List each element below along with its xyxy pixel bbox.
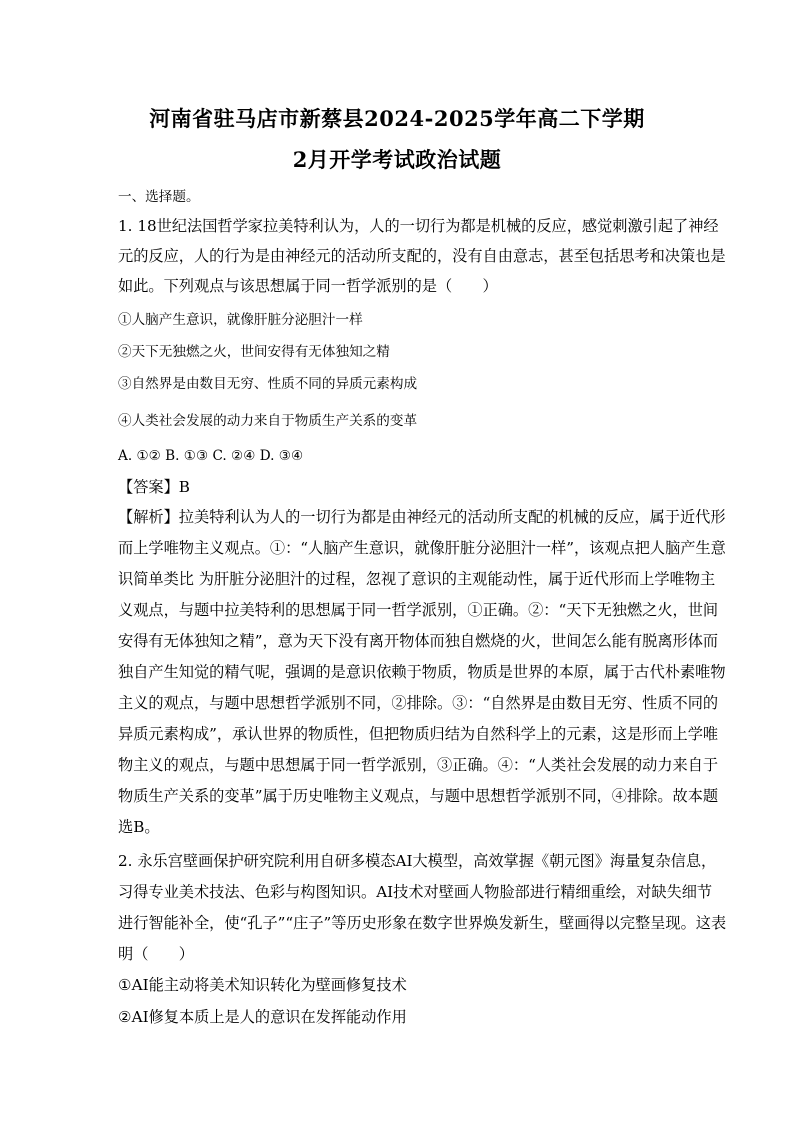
q1-analysis-line: 异质元素构成”，承认世界的物质性，但把物质归结为自然科学上的元素，这是形而上学唯 <box>118 725 719 743</box>
q1-analysis-line: 选B。 <box>118 818 160 836</box>
document-title-line-2: 2月开学考试政治试题 <box>292 147 502 172</box>
q2-stem-line: 进行智能补全，使“孔子”“庄子”等历史形象在数字世界焕发新生，壁画得以完整呈现。这表 <box>118 914 727 932</box>
q1-analysis-line: 义观点，与题中拉美特利的思想属于同一哲学派别，①正确。②：“天下无独燃之火，世间 <box>118 601 719 619</box>
q1-analysis-line: 而上学唯物主义观点。①：“人脑产生意识，就像肝脏分泌胆汁一样”，该观点把人脑产生意 <box>118 539 726 557</box>
q1-stem-line: 元的反应，人的行为是由神经元的活动所支配的，没有自由意志，甚至包括思考和决策也是 <box>118 247 726 265</box>
q2-option: ①AI能主动将美术知识转化为壁画修复技术 <box>118 976 407 994</box>
q1-option: ④人类社会发展的动力来自于物质生产关系的变革 <box>118 413 418 429</box>
q1-option: ①人脑产生意识，就像肝脏分泌胆汁一样 <box>118 312 363 328</box>
q1-answer: 【答案】B <box>118 478 190 496</box>
q1-analysis-line: 识简单类比 为肝脏分泌胆汁的过程，忽视了意识的主观能动性，属于近代形而上学唯物主 <box>118 570 716 588</box>
document-title-line-1: 河南省驻马店市新蔡县2024-2025学年高二下学期 <box>149 106 645 131</box>
q1-stem-line: 1. 18世纪法国哲学家拉美特利认为，人的一切行为都是机械的反应，感觉刺激引起了神经 <box>118 217 719 235</box>
q1-analysis-line: 物质生产关系的变革”属于历史唯物主义观点，与题中思想哲学派别不同，④排除。故本题 <box>118 787 719 805</box>
q1-analysis-line: 主义的观点，与题中思想哲学派别不同，②排除。③：“自然界是由数目无穷、性质不同的 <box>118 694 719 712</box>
q2-stem-line: 2. 永乐宫壁画保护研究院利用自研多模态AI大模型，高效掌握《朝元图》海量复杂信息， <box>118 852 717 870</box>
q1-option: ③自然界是由数目无穷、性质不同的异质元素构成 <box>118 376 418 392</box>
q2-stem-line: 习得专业美术技法、色彩与构图知识。AI技术对壁画人物脸部进行精细重绘，对缺失细节 <box>118 883 713 901</box>
q2-option: ②AI修复本质上是人的意识在发挥能动作用 <box>118 1008 407 1026</box>
section-heading: 一、选择题。 <box>118 189 200 205</box>
q1-analysis-line: 物主义的观点，与题中思想属于同一哲学派别，③正确。④：“人类社会发展的动力来自于 <box>118 756 719 774</box>
q1-analysis-line: 独自产生知觉的精气呢，强调的是意识依赖于物质，物质是世界的本原，属于古代朴素唯物 <box>118 663 726 681</box>
q2-stem-line: 明（ ） <box>118 945 194 963</box>
q1-analysis-line: 安得有无体独知之精”，意为天下没有离开物体而独自燃烧的火，世间怎么能有脱离形体而 <box>118 632 719 650</box>
q1-choices: A. ①② B. ①③ C. ②④ D. ③④ <box>118 448 304 464</box>
q1-option: ②天下无独燃之火，世间安得有无体独知之精 <box>118 344 390 360</box>
q1-analysis-line: 【解析】拉美特利认为人的一切行为都是由神经元的活动所支配的机械的反应，属于近代形 <box>118 508 726 526</box>
q1-stem-line: 如此。下列观点与该思想属于同一哲学派别的是（ ） <box>118 277 498 295</box>
